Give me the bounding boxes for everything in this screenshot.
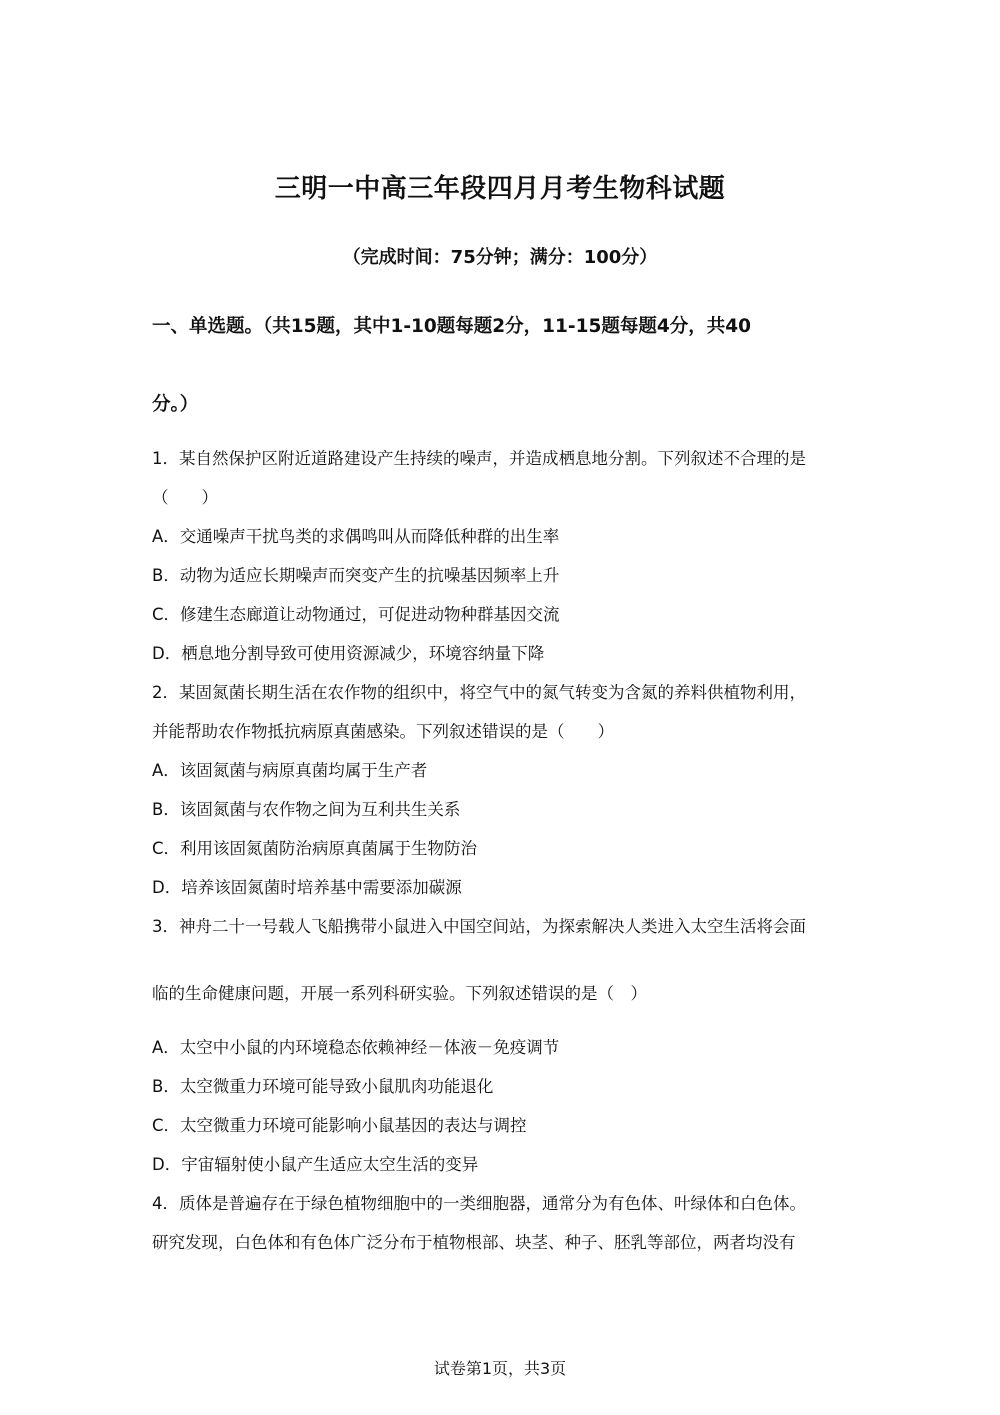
option-b: B．动物为适应长期噪声而突变产生的抗噪基因频率上升 xyxy=(152,566,560,585)
question-stem: 4．质体是普遍存在于绿色植物细胞中的一类细胞器，通常分为有色体、叶绿体和白色体。 xyxy=(152,1194,806,1213)
question-stem: 2．某固氮菌长期生活在农作物的组织中，将空气中的氮气转变为含氮的养料供植物利用， xyxy=(152,683,806,702)
option-a: A．交通噪声干扰鸟类的求偶鸣叫从而降低种群的出生率 xyxy=(152,527,560,546)
section-heading: 一、单选题。（共15题，其中1-10题每题2分，11-15题每题4分，共40 xyxy=(152,316,751,337)
option-b: B．该固氮菌与农作物之间为互利共生关系 xyxy=(152,800,461,819)
option-c: C．太空微重力环境可能影响小鼠基因的表达与调控 xyxy=(152,1116,527,1135)
page-title: 三明一中高三年段四月月考生物科试题 xyxy=(274,174,726,204)
exam-info-subtitle: （完成时间：75分钟；满分：100分） xyxy=(342,247,658,268)
question-stem-continued: （ ） xyxy=(152,488,218,507)
option-d: D．培养该固氮菌时培养基中需要添加碳源 xyxy=(152,878,462,897)
section-heading-continued: 分。） xyxy=(152,394,199,415)
option-a: A．该固氮菌与病原真菌均属于生产者 xyxy=(152,761,428,780)
option-d: D．栖息地分割导致可使用资源减少，环境容纳量下降 xyxy=(152,644,545,663)
question-stem-continued: 研究发现，白色体和有色体广泛分布于植物根部、块茎、种子、胚乳等部位，两者均没有 xyxy=(152,1233,796,1252)
question-stem-continued: 并能帮助农作物抵抗病原真菌感染。下列叙述错误的是（ ） xyxy=(152,722,614,741)
option-c: C．利用该固氮菌防治病原真菌属于生物防治 xyxy=(152,839,478,858)
question-stem: 3．神舟二十一号载人飞船携带小鼠进入中国空间站，为探索解决人类进入太空生活将会面 xyxy=(152,917,806,936)
option-b: B．太空微重力环境可能导致小鼠肌肉功能退化 xyxy=(152,1077,494,1096)
page-footer: 试卷第1页，共3页 xyxy=(433,1359,567,1378)
question-stem: 1．某自然保护区附近道路建设产生持续的噪声，并造成栖息地分割。下列叙述不合理的是 xyxy=(152,449,806,468)
question-stem-continued: 临的生命健康问题，开展一系列科研实验。下列叙述错误的是（ ） xyxy=(152,984,647,1003)
option-d: D．宇宙辐射使小鼠产生适应太空生活的变异 xyxy=(152,1155,479,1174)
option-c: C．修建生态廊道让动物通过，可促进动物种群基因交流 xyxy=(152,605,560,624)
option-a: A．太空中小鼠的内环境稳态依赖神经－体液－免疫调节 xyxy=(152,1038,560,1057)
